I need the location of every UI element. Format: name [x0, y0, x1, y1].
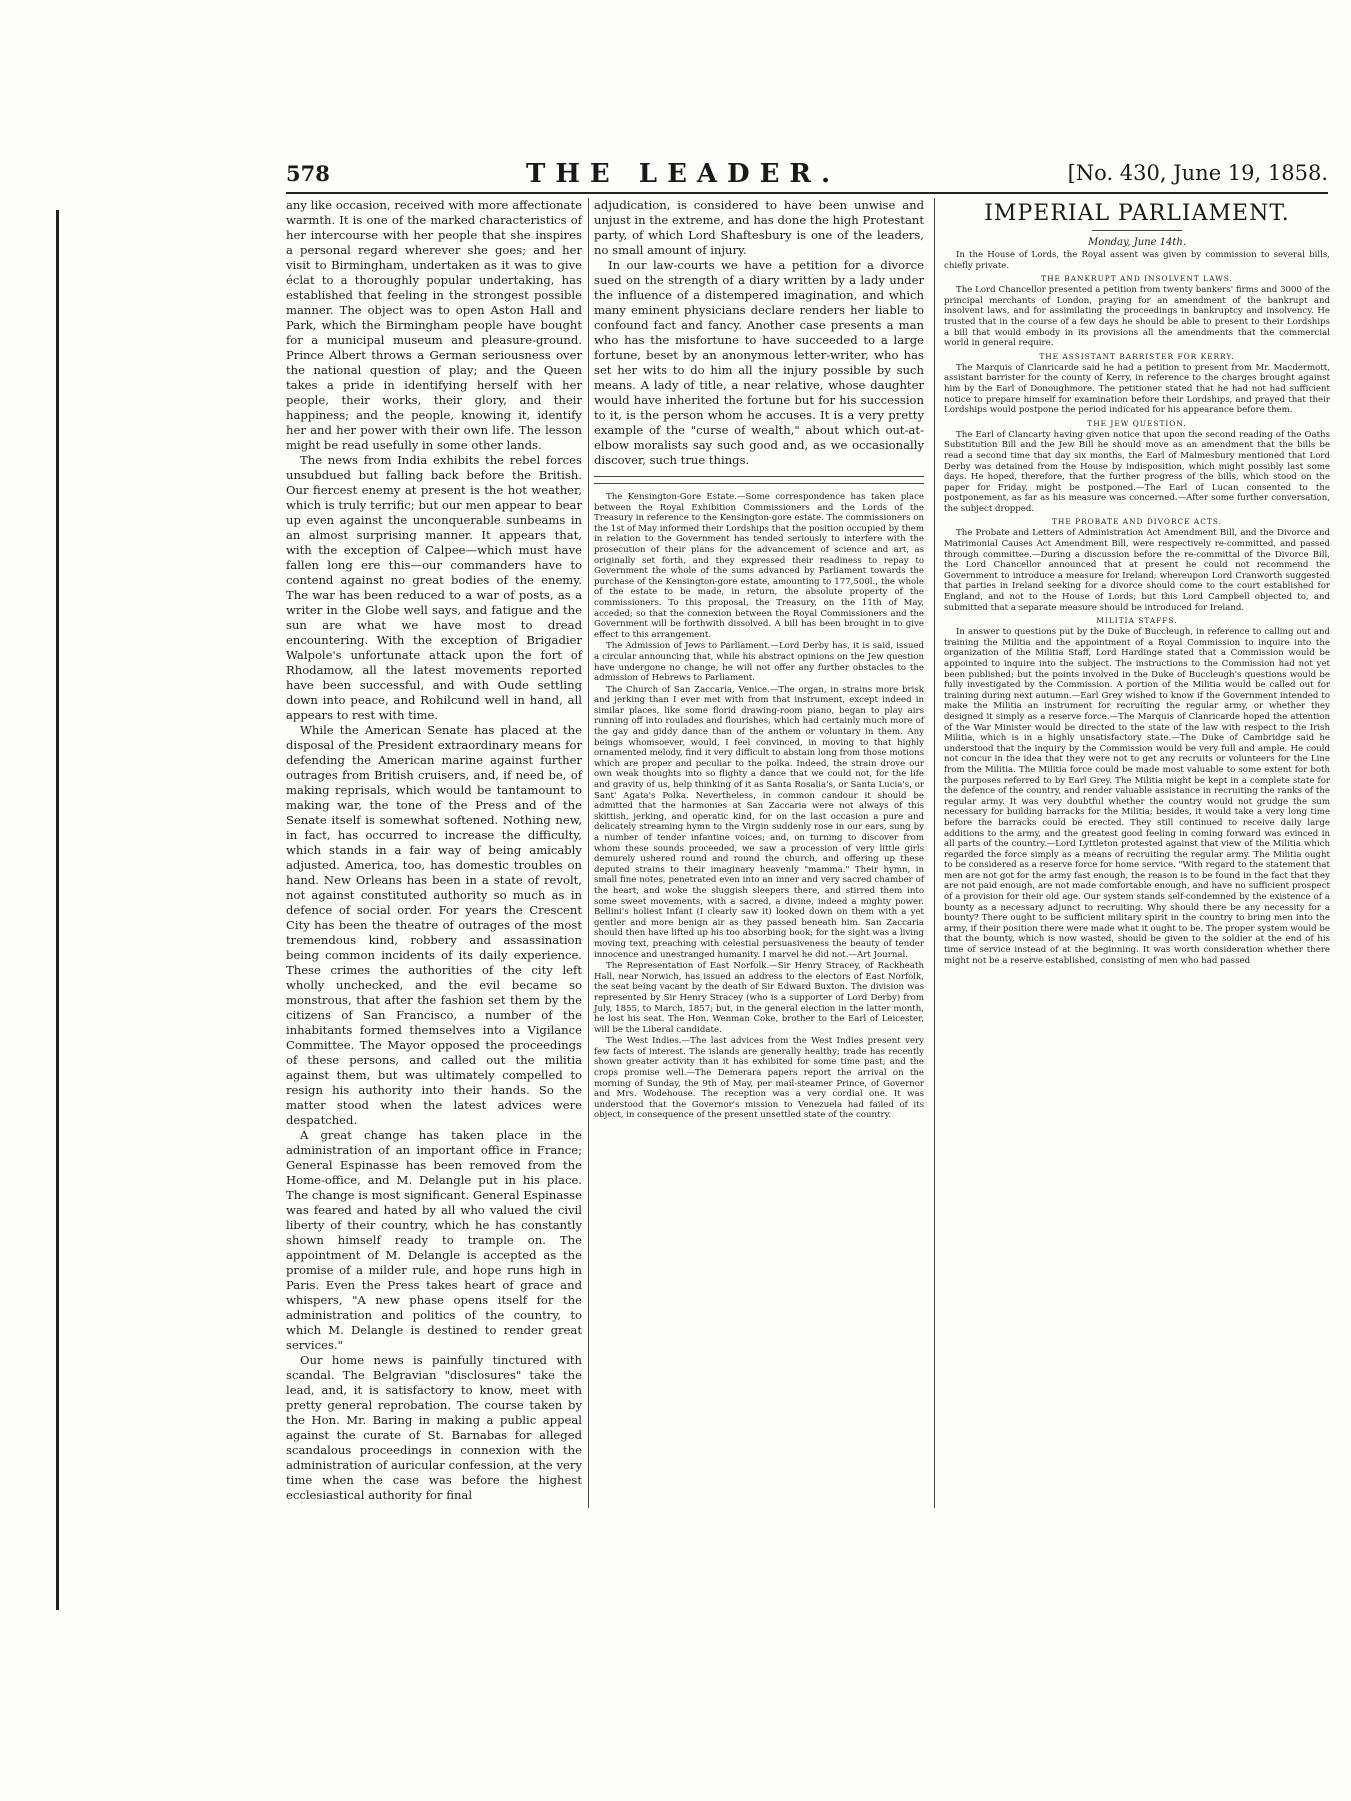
header-rule: [286, 192, 1328, 194]
subsection-title: THE JEW QUESTION.: [1087, 418, 1187, 428]
subsection-title: THE PROBATE AND DIVORCE ACTS.: [1052, 517, 1222, 527]
news-item: The Representation of East Norfolk.—Sir Henry Stracey, of Rackheath Hall, near Norwich, has issued an address to the electors of East Norfolk, the seat being vacant by the death of Sir Edward Buxton. The division was represented by Sir Henry Stracey (who is a supporter of Lord Derby) from July, 1855, to March, 1857; but, in the general election in the latter month, he lost his seat. The Hon. Wenman Coke, brother to the Earl of Leicester, will be the Liberal candidate.: [594, 961, 924, 1035]
news-item: The West Indies.—The last advices from the West Indies present very few facts of interest. The islands are generally healthy; trade has recently shown greater activity than it has exhibited for some time past; and the crops promise well.—The Demerara papers report the arrival on the morning of Sunday, the 9th of May, per mail-steamer Prince, of Governor and Mrs. Wodehouse. The reception was a very cordial one. It was understood that the Governor's mission to Venezuela had failed of its object, in consequence of the present unsettled state of the country.: [594, 1036, 924, 1121]
column-1: [286, 198, 582, 1503]
heading-rule: [1092, 230, 1182, 231]
news-item: The Church of San Zaccaria, Venice.—The organ, in strains more brisk and jerking than I ever met with from that instrument, except indeed in similar places, like some florid drawing-room piano, began to play airs running off into roulades and flourishes, which had certainly much more of the gay and giddy dance than of the anthem or voluntary in them. Any beings whomsoever, would, I feel convinced, in moving to that highly ornamented melody, find it very difficult to abstain long from those motions which are proper and peculiar to the polka. Indeed, the strain drove our own weak thoughts into so flighty a dance that we could not, for the life and gravity of us, help thinking of it as Santa Rosalia's, or Santa Lucia's, or Sant' Agata's Polka. Nevertheless, in common candour it should be admitted that the harmonies at San Zaccaria were not always of this skittish, jerking, and operatic kind, for on the last occasion a pure and delicately streaming hymn to the Virgin suddenly rose in our ears, sung by a number of tender infantine voices; and, on turning to discover from whom these sounds proceeded, we saw a procession of very little girls demurely ushered round and round the church, and offering up these deputed strains to their imaginary heavenly "mamma." Their hymn, in small fine notes, penetrated even into an inner and very sacred chamber of the heart, and woke the sluggish sleepers there, and stirred them into some sweet movements, with a sacred, a divine, indeed a mighty power. Bellini's holiest Infant (I clearly saw it) looked down on them with a yet gentler and more benign air as they passed beneath him. San Zaccaria should then have lifted up his too absorbing book; for the sight was a living moving text, preaching with celestial persuasiveness the beauty of tender innocence and unestranged humanity. I marvel he did not.—Art Journal.: [594, 684, 924, 960]
news-item: The Kensington-Gore Estate.—Some correspondence has taken place between the Royal Exhibition Commissioners and the Lords of the Treasury in reference to the Kensington-gore estate. The commissioners on the 1st of May informed their Lordships that the position occupied by them in relation to the Government has tended seriously to interfere with the prosecution of their plans for the advancement of science and art, as originally set forth, and they expressed their readiness to repay to Government the whole of the sums advanced by Parliament towards the purchase of the Kensington-gore estate, amounting to 177,500l., the whole of the estate to be made, in return, the absolute property of the commissioners. To this proposal, the Treasury, on the 11th of May, acceded; so that the connexion between the Royal Commissioners and the Government will be forthwith dissolved. A bill has been brought in to give effect to this arrangement.: [594, 492, 924, 640]
subsection-text: The Probate and Letters of Administration Act Amendment Bill, and the Divorce and Matrimonial Causes Act Amendment Bill, were respectively re-committed, and passed through committee.—During a discussion before the re-committal of the Divorce Bill, the Lord Chancellor announced that at present he could not recommend the Government to introduce a measure for Ireland; whereupon Lord Cranworth suggested that parties in Ireland seeking for a divorce should come to the court established for England, and not to the House of Lords; but this Lord Campbell objected to, and submitted that a separate measure should be introduced for Ireland.: [944, 528, 1330, 613]
subsection-text: The Marquis of Clanricarde said he had a petition to present from Mr. Macdermott, assistant barrister for the county of Kerry, in reference to the charges brought against him by the Earl of Donoughmore. The petitioner stated that he had not had sufficient notice to prepare himself for examination before their Lordships, and prayed that their Lordships would postpone the period indicated for his appearance before them.: [944, 362, 1330, 416]
section-heading: IMPERIAL PARLIAMENT.: [984, 201, 1290, 226]
subsection-text: The Earl of Clancarty having given notice that upon the second reading of the Oaths Substitution Bill and the Jew Bill he should move as an amendment that the bills be read a second time that day six months, the Earl of Malmesbury mentioned that Lord Derby was detained from the House by indisposition, which might possibly last some days. He hoped, therefore, that the further progress of the bills, which stood on the paper for Friday, might be postponed.—The Earl of Lucan consented to the postponement, as far as his measure was concerned.—After some further conversation, the subject dropped.: [944, 429, 1330, 514]
column-divider-2: [934, 198, 935, 1508]
paragraph: The news from India exhibits the rebel forces unsubdued but falling back before the British. Our fiercest enemy at present is the hot weather, which is truly terrific; but our men appear to bear up even against the unconquerable sunbeams in an almost surprising manner. It appears that, with the exception of Calpee—which must have fallen long ere this—our commanders have to contend against no great bodies of the enemy. The war has been reduced to a war of posts, as a writer in the Globe well says, and fatigue and the sun are what we have most to dread encountering. With the exception of Brigadier Walpole's unfortunate attack upon the fort of Rhodamow, all the latest movements reported have been successful, and with Oude settling down into peace, and Rohilcund well in hand, all appears to rest with time.: [286, 453, 582, 722]
subsection-text: The Lord Chancellor presented a petition from twenty bankers' firms and 3000 of the principal merchants of London, praying for an amendment of the bankrupt and insolvent laws, and for assimilating the proceedings in bankruptcy and insolvency. He trusted that in the course of a few days he should be able to present to their Lordships a bill that would embody in its provisions all the amendments that the commercial world in general require.: [944, 285, 1330, 349]
paragraph: A great change has taken place in the administration of an important office in France; General Espinasse has been removed from the Home-office, and M. Delangle put in his place. The change is most significant. General Espinasse was feared and hated by all who valued the civil liberty of their country, which he has constantly shown himself ready to trample on. The appointment of M. Delangle is accepted as the promise of a milder rule, and hope runs high in Paris. Even the Press takes heart of grace and whispers, "A new phase opens itself for the administration and politics of the country, to which M. Delangle is destined to render great services.": [286, 1128, 582, 1352]
subsection-title: MILITIA STAFFS.: [1096, 616, 1178, 626]
paragraph: In our law-courts we have a petition for a divorce sued on the strength of a diary written by a lady under the influence of a distempered imagination, and which many eminent physicians declare renders her liable to confound fact and fancy. Another case presents a man who has the misfortune to have succeeded to a large fortune, beset by an anonymous letter-writer, who has set her wits to do him all the injury possible by such means. A lady of title, a near relative, whose daughter would have inherited the fortune but for his succession to it, is the person whom he accuses. It is a very pretty example of the "curse of wealth," about which out-at-elbow moralists say such good and, as we occasionally discover, such true things.: [594, 258, 924, 467]
lead-article: [594, 198, 924, 468]
paragraph: Our home news is painfully tinctured with scandal. The Belgravian "disclosures" take the lead, and, it is satisfactory to know, meet with pretty general reprobation. The course taken by the Hon. Mr. Baring in making a public appeal against the curate of St. Barnabas for alleged scandalous proceedings in connexion with the administration of auricular confession, at the very time when the case was before the highest ecclesiastical authority for final: [286, 1353, 582, 1502]
paragraph: any like occasion, received with more affectionate warmth. It is one of the marked characteristics of her intercourse with her people that she inspires a personal regard wherever she goes; and her visit to Birmingham, undertaken as it was to give éclat to a thoroughly popular undertaking, has established that feeling in the strongest possible manner. The object was to open Aston Hall and Park, which the Birmingham people have bought for a municipal museum and pleasure-ground. Prince Albert throws a German seriousness over the national question of play; and the Queen takes a pride in identifying herself with her people, their works, their glory, and their happiness; and the people, knowing it, identify her and her power with their own life. The lesson might be read usefully in some other lands.: [286, 198, 582, 452]
column-2: [594, 198, 924, 1122]
subsection-title: THE ASSISTANT BARRISTER FOR KERRY.: [1039, 351, 1235, 361]
intro-paragraph: In the House of Lords, the Royal assent was given by commission to several bills, chiefly private.: [944, 250, 1330, 271]
paragraph: While the American Senate has placed at the disposal of the President extraordinary means for defending the American marine against further outrages from British cruisers, and, if need be, of making reprisals, which would be tantamount to making war, the tone of the Press and of the Senate itself is somewhat softened. Nothing new, in fact, has occurred to increase the difficulty, which stands in a fair way of being amicably adjusted. America, too, has domestic troubles on hand. New Orleans has been in a state of revolt, not against constituted authority so much as in defence of social order. For years the Crescent City has been the theatre of outrages of the most tremendous kind, robbery and assassination being common incidents of its daily experience. These crimes the authorities of the city left wholly unchecked, and the evil became so monstrous, that after the fashion set them by the citizens of San Francisco, a number of the inhabitants formed themselves into a Vigilance Committee. The Mayor opposed the proceedings of these persons, and called out the militia against them, but was ultimately compelled to resign his authority into their hands. So the matter stood when the latest advices were despatched.: [286, 723, 582, 1127]
scan-edge-line: [56, 210, 59, 1610]
issue-info: [No. 430, June 19, 1858.: [1067, 161, 1328, 185]
subsection-text: In answer to questions put by the Duke of Buccleugh, in reference to calling out and training the Militia and the appointment of a Royal Commission to inquire into the organization of the Militia Staff, Lord Hardinge stated that a Commission would be appointed to inquire into the subject. The instructions to the Commission had not yet been published; but the points involved in the Duke of Buccleugh's questions would be fully investigated by the Commission. A portion of the Militia would be called out for training during next autumn.—Earl Grey wished to know if the Government intended to make the Militia an instrument for recruiting the regular army, or whether they designed it simply as a reserve force.—The Marquis of Clanricarde hoped the attention of the War Minister would be directed to the state of the law with respect to the Irish Militia, which is in a highly unsatisfactory state.—The Duke of Cambridge said he understood that the inquiry by the Commission would be very full and ample. He could not concur in the idea that they were not to get any recruits or volunteers for the Line from the Militia. The Militia force could be made most valuable to some extent for both the purposes referred to by Earl Grey. The Militia might be kept in a complete state for the defence of the country, and render valuable assistance in recruiting the ranks of the regular army. It was very doubtful whether the country would not grudge the sum necessary for building barracks for the Militia; besides, it would take a very long time before the barracks could be erected. They still continued to receive daily large additions to the army, and the greatest good feeling in coming forward was evinced in all parts of the country.—Lord Lyttleton protested against that view of the Militia which regarded the force simply as a means of recruiting the regular army. The Militia ought to be considered as a reserve force for home service. "With regard to the statement that men are not got for the army fast enough, the reason is to be found in the fact that they are not paid enough, are not made comfortable enough, and have no sufficient prospect of a provision for their old age. Our system stands self-condemned by the existence of a bounty as a necessary adjunct to recruiting. Why should there be any necessity for a bounty? There ought to be sufficient military spirit in the country to bring men into the army, if their position there were made what it ought to be. The proper system would be that the bounty, which is now wasted, should be given to the soldier at the end of his time of service instead of at the beginning. It was worth consideration whether there might not be a reserve established, consisting of men who had passed: [944, 627, 1330, 966]
news-items: [594, 492, 924, 1121]
section-rule: [594, 476, 924, 477]
subsection-title: THE BANKRUPT AND INSOLVENT LAWS.: [1041, 274, 1233, 284]
column-3: [944, 198, 1330, 966]
page-number: 578: [286, 161, 330, 186]
page-header: [286, 161, 1328, 201]
news-item: The Admission of Jews to Parliament.—Lord Derby has, it is said, issued a circular announcing that, while his abstract opinions on the Jew question have undergone no change, he will not offer any further obstacles to the admission of Hebrews to Parliament.: [594, 641, 924, 684]
column-divider-1: [588, 198, 589, 1508]
masthead-title: THE LEADER.: [526, 159, 841, 189]
paragraph: adjudication, is considered to have been unwise and unjust in the extreme, and has done the high Protestant party, of which Lord Shaftesbury is one of the leaders, no small amount of injury.: [594, 198, 924, 257]
section-rule: [594, 483, 924, 484]
session-date: Monday, June 14th.: [1087, 237, 1187, 248]
